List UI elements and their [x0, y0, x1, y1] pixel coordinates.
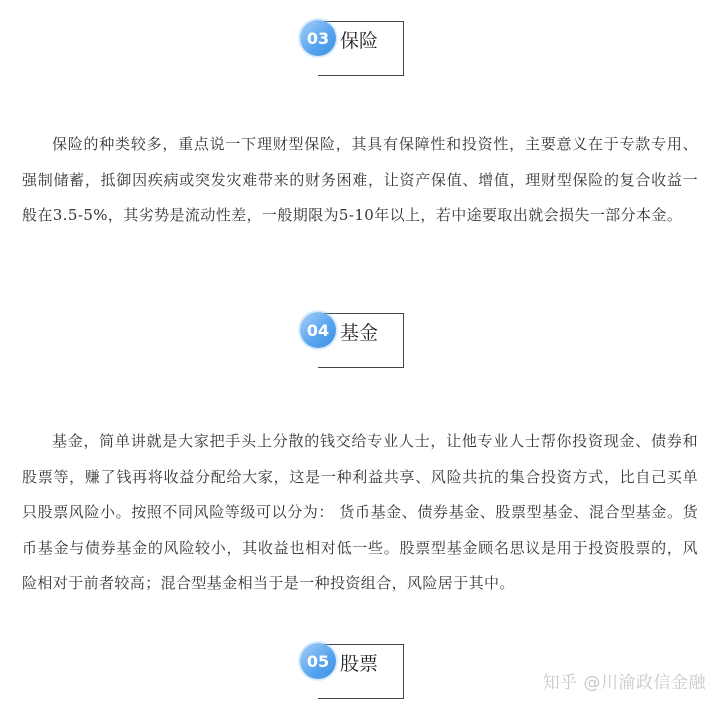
section-header-03 — [300, 20, 410, 62]
section-number-badge: 05 — [300, 643, 336, 679]
section-number-badge: 03 — [300, 20, 336, 56]
section-title: 基金 — [340, 322, 379, 344]
section-body-insurance: 保险的种类较多，重点说一下理财型保险，其具有保障性和投资性，主要意义在于专款专用、强制储蓄，抵御因疾病或突发灾难带来的财务困难，让资产保值、增值，理财型保险的复合收益一般在3.5-5%，其劣势是流动性差，一般期限为5-10年以上，若中途要取出就会损失一部分本金。 — [22, 135, 698, 224]
section-title: 保险 — [340, 30, 379, 52]
section-number-badge: 04 — [300, 312, 336, 348]
section-header-05 — [300, 643, 410, 685]
section-body-funds: 基金，简单讲就是大家把手头上分散的钱交给专业人士，让他专业人士帮你投资现金、债券和股票等，赚了钱再将收益分配给大家，这是一种利益共享、风险共抗的集合投资方式，比自己买单只股票风险小。按照不同风险等级可以分为： 货币基金、债券基金、股票型基金、混合型基金。货币基金与债券基金的风险较小，其收益也相对低一些。股票型基金顾名思议是用于投资股票的，风险相对于前者较高；混合型基金相当于是一种投资组合，风险居于其中。 — [22, 432, 698, 592]
section-header-04 — [300, 312, 410, 354]
watermark-text: 知乎 @川渝政信金融 — [542, 673, 706, 693]
section-title: 股票 — [340, 653, 379, 675]
